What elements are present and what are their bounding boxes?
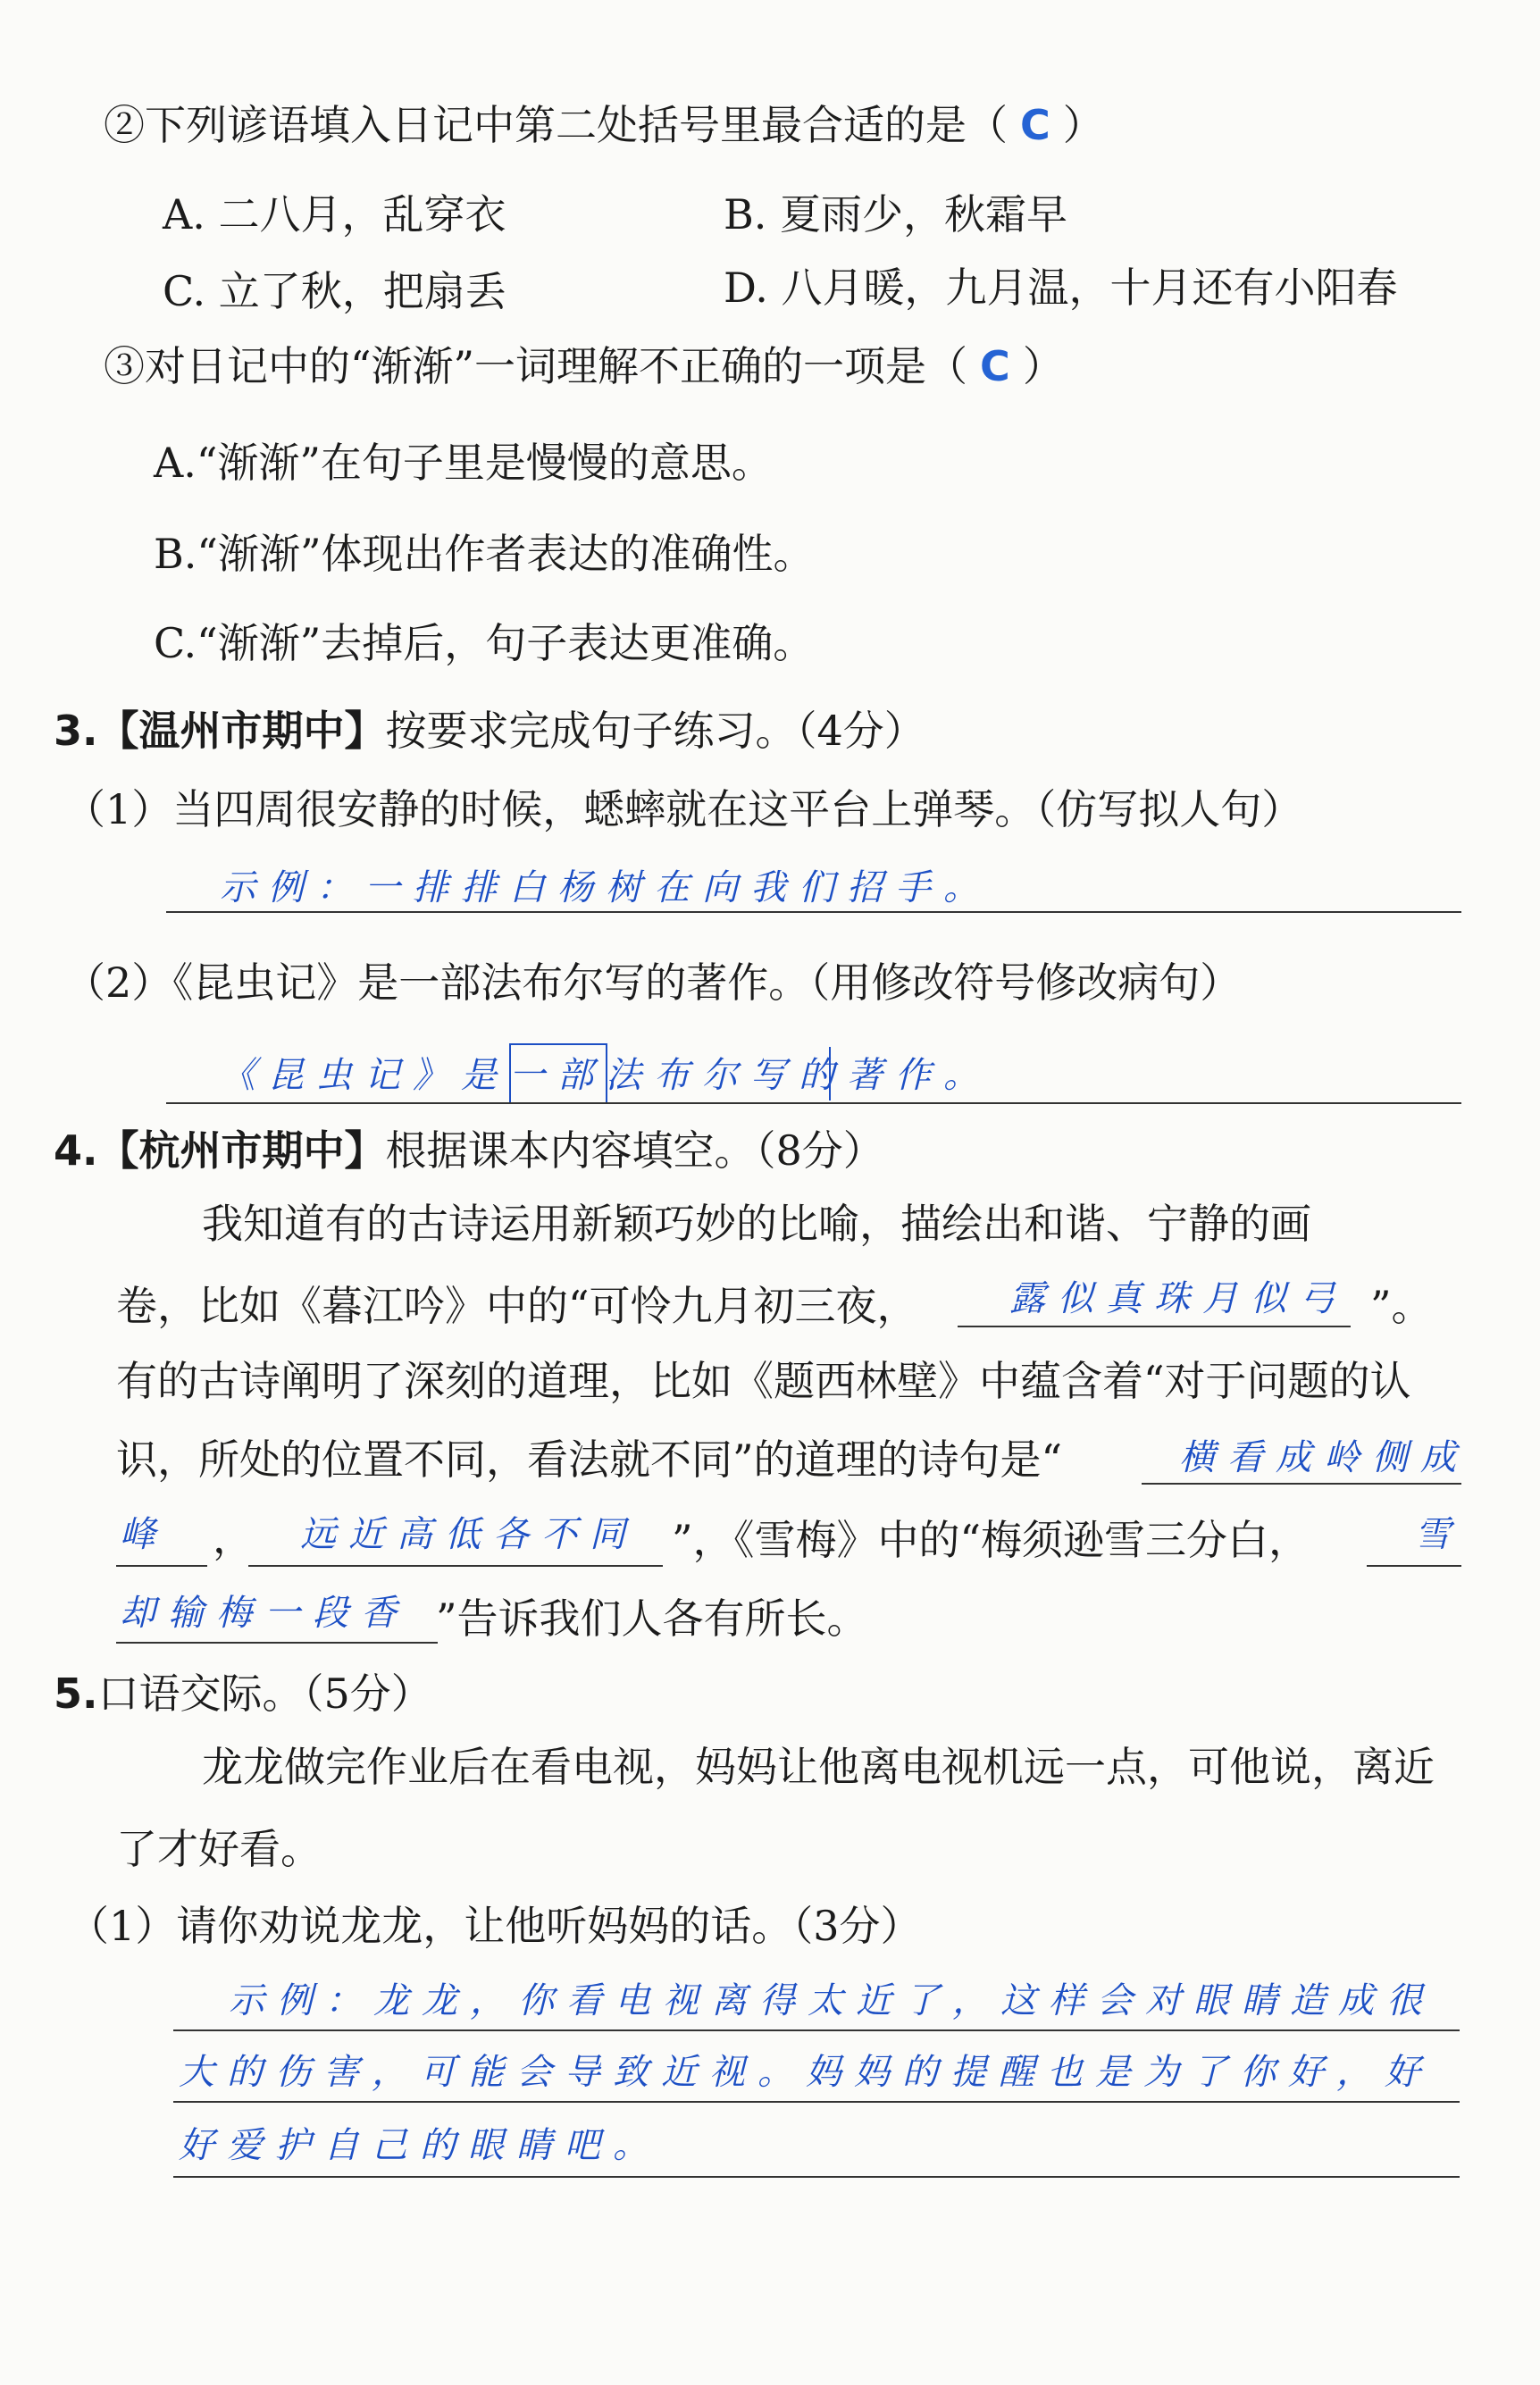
- answer-line: [166, 1102, 1461, 1104]
- answer-part-d: 著作。: [847, 1055, 992, 1096]
- blank-2-line: [1142, 1483, 1461, 1485]
- blank-4-answer-cont: 却输梅一段香: [120, 1593, 409, 1634]
- answer-line: [173, 2176, 1460, 2178]
- section-4-number: 4.: [54, 1126, 98, 1175]
- option-a: A. 二八月，乱穿衣: [163, 190, 506, 238]
- section-3-sub2: （2）《昆虫记》是一部法布尔写的著作。（用修改符号修改病句）: [64, 958, 1242, 1007]
- question-2-prompt: ②下列谚语填入日记中第二处括号里最合适的是（: [104, 101, 1008, 149]
- blank-2-line-cont: [116, 1565, 207, 1567]
- option-3a: A.“渐渐”在句子里是慢慢的意思。: [154, 439, 773, 487]
- section-3-text: 按要求完成句子练习。（4分）: [385, 707, 925, 755]
- answer-line: [173, 2101, 1460, 2103]
- question-3-prompt: ③对日记中的“渐渐”一词理解不正确的一项是（: [104, 342, 968, 390]
- question-2: [104, 98, 1104, 152]
- blank-2-answer: 横看成岭侧成: [1179, 1437, 1469, 1478]
- option-c: C. 立了秋，把扇丢: [163, 267, 506, 315]
- question-2-close: ）: [1062, 101, 1104, 149]
- blank-1-answer: 露似真珠月似弓: [1009, 1278, 1347, 1319]
- section-5-line2: 了才好看。: [116, 1825, 322, 1873]
- answer-line: [166, 911, 1461, 913]
- section-4-line1: 我知道有的古诗运用新颖巧妙的比喻，描绘出和谐、宁静的画: [202, 1200, 1311, 1248]
- blank-2-answer-cont: 峰: [120, 1514, 168, 1555]
- answer-part-deleted: 一部: [509, 1055, 606, 1096]
- question-2-answer: C: [1020, 101, 1050, 149]
- section-3-sub1: （1）当四周很安静的时候，蟋蟀就在这平台上弹琴。（仿写拟人句）: [64, 785, 1303, 833]
- section-4-line6: ”告诉我们人各有所长。: [436, 1594, 868, 1643]
- question-3: [104, 339, 1064, 393]
- blank-1-line: [958, 1326, 1351, 1327]
- question-3-answer: C: [980, 342, 1010, 390]
- section-4-text: 根据课本内容填空。（8分）: [385, 1126, 884, 1175]
- answer-part-c: 法布尔写的: [606, 1055, 847, 1096]
- answer-line: [173, 2029, 1460, 2031]
- section-4-line2b: ”。: [1370, 1282, 1433, 1330]
- section-4-line2a: 卷，比如《暮江吟》中的“可怜九月初三夜，: [116, 1282, 918, 1330]
- section-5-heading: [54, 1667, 432, 1720]
- section-4-line5b: ”，《雪梅》中的“梅须逊雪三分白，: [672, 1516, 1310, 1564]
- option-d: D. 八月暖，九月温，十月还有小阳春: [724, 264, 1398, 312]
- section-3-heading: [54, 704, 925, 757]
- section-4-line4a: 识，所处的位置不同，看法就不同”的道理的诗句是“: [116, 1435, 1063, 1484]
- blank-3-answer: 远近高低各不同: [300, 1514, 638, 1555]
- edit-mark-insert: [829, 1047, 831, 1100]
- edit-mark-box: [509, 1043, 607, 1104]
- answer-part-a: 《昆虫记》是: [220, 1055, 509, 1096]
- section-3-tag: 【温州市期中】: [97, 707, 386, 755]
- section-4-line3: 有的古诗阐明了深刻的道理，比如《题西林壁》中蕴含着“对于问题的认: [116, 1357, 1411, 1405]
- section-5-answer-line3: 好爱护自己的眼睛吧。: [179, 2125, 661, 2166]
- section-5-text: 口语交际。（5分）: [97, 1670, 432, 1718]
- section-4-comma: ，: [213, 1514, 254, 1562]
- blank-4-line: [1367, 1565, 1461, 1567]
- blank-4-answer: 雪: [1415, 1514, 1463, 1555]
- blank-3-line: [248, 1565, 663, 1567]
- section-5-line1: 龙龙做完作业后在看电视，妈妈让他离电视机远一点，可他说，离近: [202, 1743, 1435, 1791]
- section-3-number: 3.: [54, 707, 98, 755]
- question-3-close: ）: [1022, 342, 1064, 390]
- section-4-heading: [54, 1124, 884, 1177]
- option-3b: B.“渐渐”体现出作者表达的准确性。: [154, 530, 815, 578]
- option-b: B. 夏雨少，秋霜早: [724, 190, 1068, 238]
- section-5-answer-line2: 大的伤害，可能会导致近视。妈妈的提醒也是为了你好，好: [179, 2052, 1433, 2093]
- section-5-number: 5.: [54, 1670, 98, 1718]
- blank-4-line-cont: [116, 1642, 438, 1644]
- option-3c: C.“渐渐”去掉后，句子表达更准确。: [154, 619, 815, 667]
- section-4-tag: 【杭州市期中】: [97, 1126, 386, 1175]
- section-3-sub1-answer: 示例：一排排白杨树在向我们招手。: [220, 867, 992, 908]
- section-5-answer-line1: 示例：龙龙，你看电视离得太近了，这样会对眼睛造成很: [229, 1980, 1435, 2021]
- section-5-sub1: （1）请你劝说龙龙，让他听妈妈的话。（3分）: [68, 1902, 922, 1950]
